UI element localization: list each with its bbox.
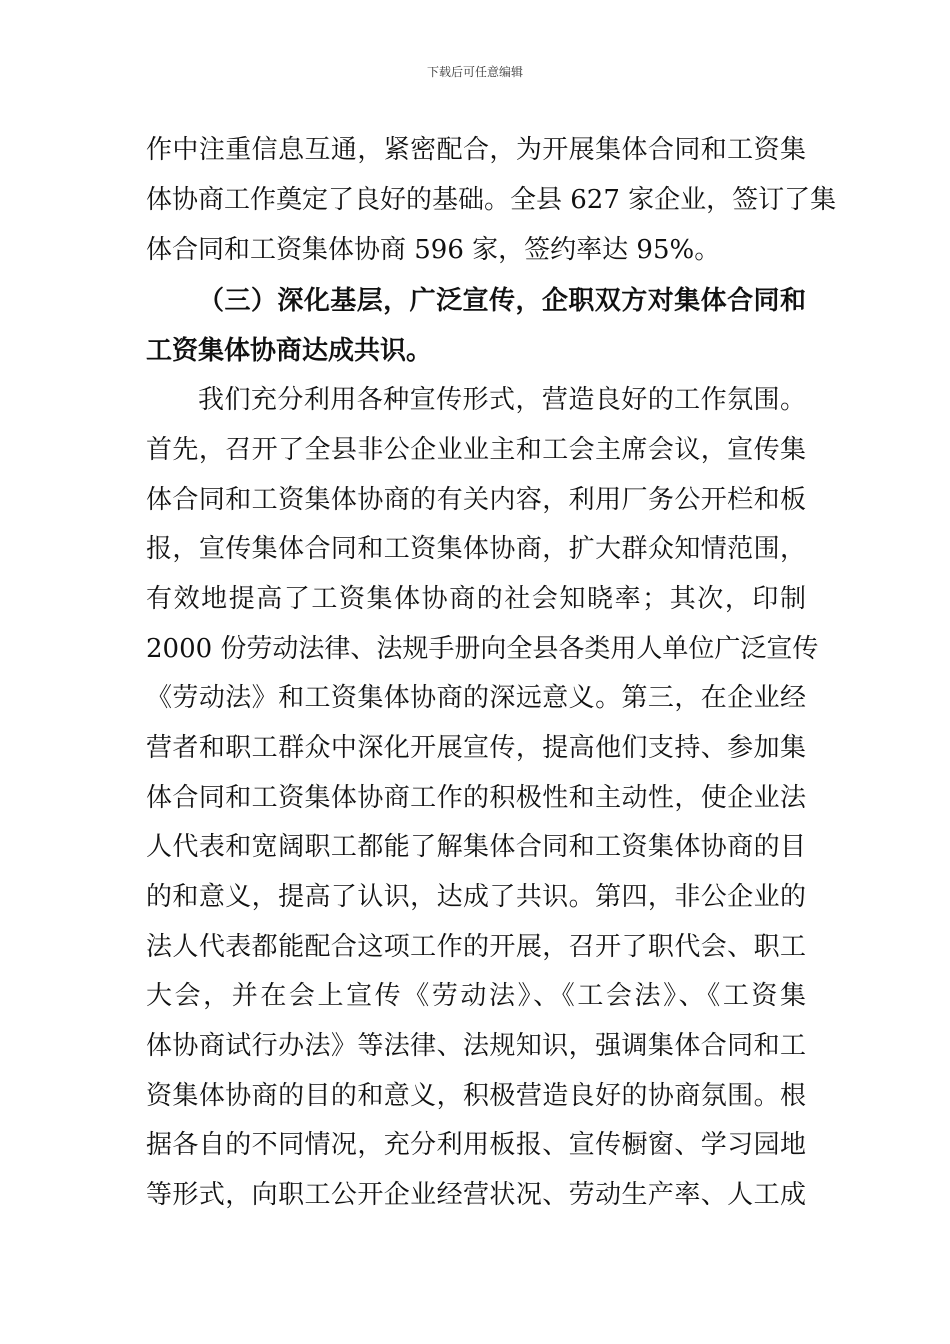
body-line: 人代表和宽阔职工都能了解集体合同和工资集体协商的目 xyxy=(146,832,806,862)
section-heading: 工资集体协商达成共识。 xyxy=(146,336,433,366)
body-line: 大会，并在会上宣传《劳动法》、《工会法》、《工资集 xyxy=(146,981,806,1011)
body-line: 作中注重信息互通，紧密配合，为开展集体合同和工资集 xyxy=(146,135,806,165)
body-line: 《劳动法》和工资集体协商的深远意义。第三，在企业经 xyxy=(146,683,806,713)
body-line: 2000 份劳动法律、法规手册向全县各类用人单位广泛宣传 xyxy=(146,634,819,664)
body-line: 我们充分利用各种宣传形式，营造良好的工作氛围。 xyxy=(198,385,806,415)
body-line: 资集体协商的目的和意义，积极营造良好的协商氛围。根 xyxy=(146,1081,806,1111)
body-line: 首先，召开了全县非公企业业主和工会主席会议，宣传集 xyxy=(146,435,806,465)
body-line: 营者和职工群众中深化开展宣传，提高他们支持、参加集 xyxy=(146,733,806,763)
body-line: 报，宣传集体合同和工资集体协商，扩大群众知情范围， xyxy=(146,534,806,564)
body-line: 体合同和工资集体协商工作的积极性和主动性，使企业法 xyxy=(146,783,806,813)
page-header: 下载后可任意编辑 xyxy=(426,65,523,79)
body-line: 有效地提高了工资集体协商的社会知晓率；其次，印制 xyxy=(146,584,806,614)
body-line: 体协商试行办法》等法律、法规知识，强调集体合同和工 xyxy=(146,1031,806,1061)
body-line: 体合同和工资集体协商 596 家，签约率达 95%。 xyxy=(146,235,721,265)
body-line: 等形式，向职工公开企业经营状况、劳动生产率、人工成 xyxy=(146,1180,806,1210)
body-line: 体协商工作奠定了良好的基础。全县 627 家企业，签订了集 xyxy=(146,185,837,215)
body-line: 体合同和工资集体协商的有关内容，利用厂务公开栏和板 xyxy=(146,485,806,515)
body-line: 据各自的不同情况，充分利用板报、宣传橱窗、学习园地 xyxy=(146,1130,806,1160)
section-heading: （三）深化基层，广泛宣传，企职双方对集体合同和 xyxy=(198,286,806,316)
body-line: 的和意义，提高了认识，达成了共识。第四，非公企业的 xyxy=(146,882,806,912)
body-line: 法人代表都能配合这项工作的开展，召开了职代会、职工 xyxy=(146,932,806,962)
